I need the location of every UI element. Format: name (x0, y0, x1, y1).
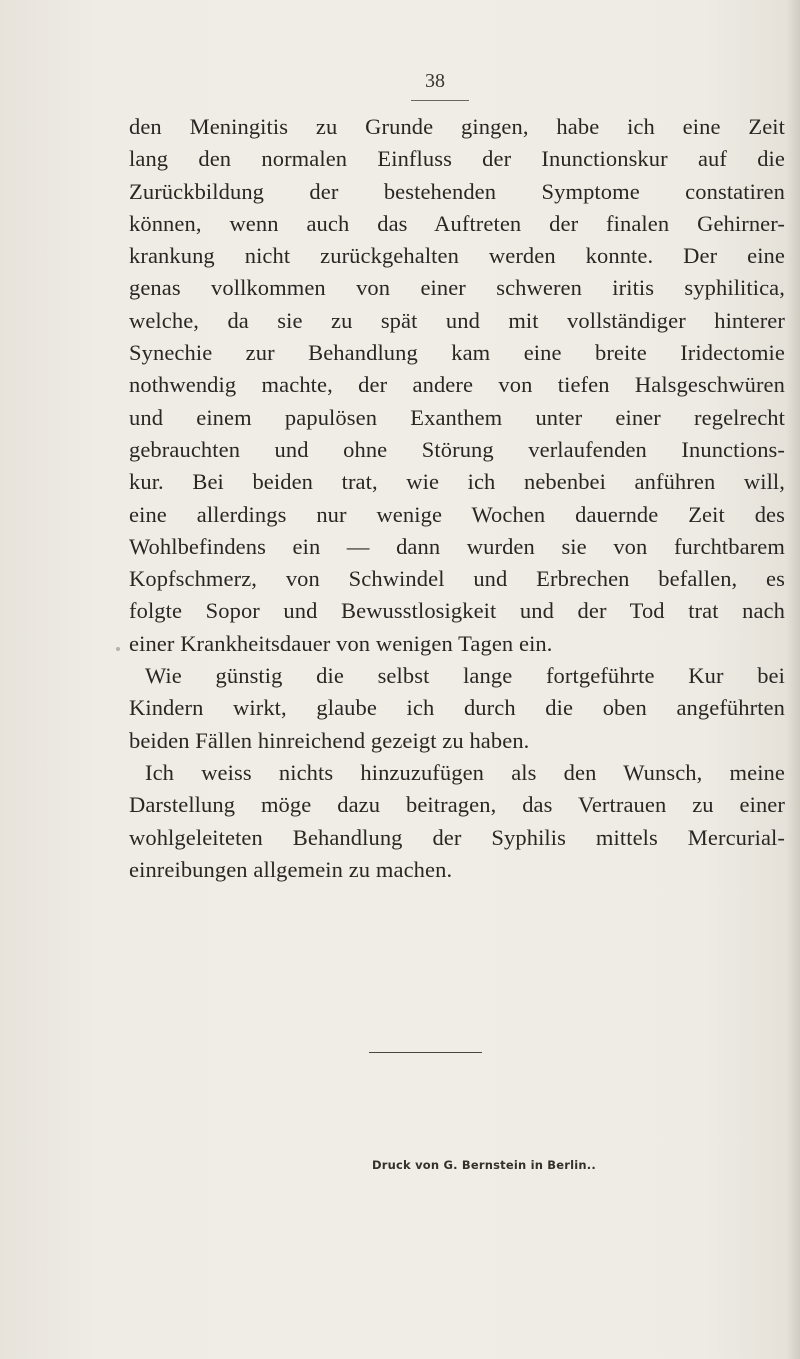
printer-imprint: Druck von G. Bernstein in Berlin.. (372, 1158, 596, 1172)
text-line: kur. Bei beiden trat, wie ich nebenbei anführen will, (129, 469, 785, 495)
text-line: folgte Sopor und Bewusstlosigkeit und der Tod trat nach (129, 598, 785, 624)
text-line: können, wenn auch das Auftreten der finalen Gehirner- (129, 210, 785, 236)
text-line: Ich weiss nichts hinzuzufügen als den Wunsch, meine (145, 759, 785, 785)
text-line: einreibungen allgemein zu machen. (129, 856, 453, 882)
text-line: Wie günstig die selbst lange fortgeführte Kur bei (145, 663, 785, 689)
text-line: den Meningitis zu Grunde gingen, habe ich eine Zeit (129, 114, 785, 139)
text-line: welche, da sie zu spät und mit vollständiger hinterer (129, 307, 785, 333)
text-line: krankung nicht zurückgehalten werden konnte. Der eine (129, 243, 785, 269)
body-text (129, 111, 785, 886)
text-line: gebrauchten und ohne Störung verlaufenden Inunctions- (129, 436, 785, 462)
text-line: Kindern wirkt, glaube ich durch die oben angeführten (129, 695, 785, 721)
page-number: 38 (425, 70, 445, 92)
page-number-rule (411, 100, 469, 101)
text-line: Darstellung möge dazu beitragen, das Vertrauen zu einer (129, 792, 785, 818)
text-line: beiden Fällen hinreichend gezeigt zu haben. (129, 727, 530, 753)
text-line: eine allerdings nur wenige Wochen dauernde Zeit des (129, 501, 785, 527)
text-line: und einem papulösen Exanthem unter einer regelrecht (129, 404, 785, 430)
page-edge-shadow (786, 0, 800, 1359)
text-line: einer Krankheitsdauer von wenigen Tagen ein. (129, 630, 553, 656)
text-line: genas vollkommen von einer schweren iritis syphilitica, (129, 275, 785, 301)
text-line: Zurückbildung der bestehenden Symptome constatiren (129, 178, 785, 204)
text-line: Wohlbefindens ein — dann wurden sie von furchtbarem (129, 533, 785, 559)
text-line: Kopfschmerz, von Schwindel und Erbrechen befallen, es (129, 566, 785, 592)
end-rule (369, 1052, 482, 1053)
text-line: lang den normalen Einfluss der Inunctionskur auf die (129, 146, 785, 172)
text-line: nothwendig machte, der andere von tiefen Halsgeschwüren (129, 372, 785, 398)
text-line: Synechie zur Behandlung kam eine breite Iridectomie (129, 340, 785, 366)
text-line: wohlgeleiteten Behandlung der Syphilis mittels Mercurial- (129, 824, 785, 850)
paper-speck (116, 647, 120, 651)
